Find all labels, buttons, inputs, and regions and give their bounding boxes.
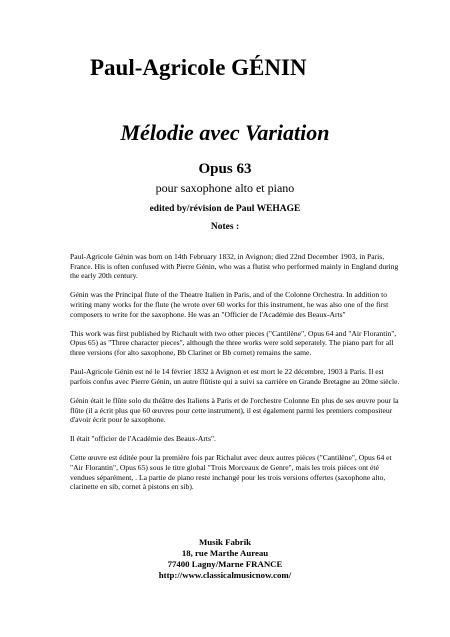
- paragraph-career-fr: Génin était le flûte solo du théâtre des Italiens à Paris et de l'orchestre Colonne En plus de ses œuvre pour la flûte (il a écrit plus que 60 œuvres pour cette instrument), il est également parmi les premiers compositeur d'avoir écrit pour le saxophone.: [70, 395, 399, 425]
- composer-name: Paul-Agricole GÉNIN: [90, 55, 307, 80]
- notes-body: [70, 252, 400, 501]
- publisher-city: 77400 Lagny/Marne FRANCE: [167, 559, 283, 569]
- paragraph-academy-fr: Il était "officier de l'Académie des Beaux-Arts".: [70, 434, 216, 444]
- paragraph-career-en: Génin was the Principal flute of the Theatre Italien in Paris, and of the Colonne Orchestra. In addition to writing many works for the flute (he wrote over 60 works for this instrument, he was also one of the first composers to write for the saxophone. He was an "Officier de l'Académie des Beaux-Arts": [70, 290, 389, 319]
- paragraph-bio-en: Paul-Agricole Génin was born on 14th February 1832, in Avignon; died 22nd December 1903, in Paris, France. His is often confused with Pierre Génin, who was a flutist who performed mainly in England during the early 20th century.: [70, 252, 399, 281]
- notes-heading: Notes :: [210, 222, 240, 232]
- publisher-street: 18, rue Marthe Aureau: [181, 548, 269, 558]
- publisher-name: Musik Fabrik: [198, 537, 252, 547]
- paragraph-publication-en: This work was first published by Richault with two other pieces ("Cantilène", Opus 64 and "Air Florantin", Opus 65) as "Three character pieces", although the three works were sold seperately. The piano part for all three versions (for alto saxophone, Bb Clarinet or Bb cornet) remains the same.: [70, 328, 397, 357]
- editor-credit: edited by/révision de Paul WEHAGE: [149, 204, 301, 214]
- piece-title: Mélodie avec Variation: [120, 120, 330, 145]
- paragraph-publication-fr: Cette œuvre est éditée pour la première fois par Richalut avec deux autres pièces ("Cantilène", Opus 64 et "Air Florantin", Opus 65) sous le titre global "Trois Morceaux de Genre", mais les trois pièces ont été vendues séparément, . La partie de piano reste inchangé pour les trois versions offertes (saxophone alto, clarinette en sib, cornet à pistons en sib).: [70, 453, 392, 492]
- opus-number: Opus 63: [198, 161, 252, 177]
- publisher-block: [0, 537, 450, 581]
- publisher-url[interactable]: http://www.classicalmusicnow.com/: [158, 570, 292, 580]
- paragraph-bio-fr: Paul-Agricole Génin est né le 14 février 1832 à Avignon et est mort le 22 décembre, 1903 à Paris. Il est parfois confus avec Pierre Génin, un autre flûtiste qui a suivi sa carrière en Grande Bretagne au 20me siècle.: [70, 367, 400, 386]
- instrumentation: pour saxophone alto et piano: [155, 181, 295, 195]
